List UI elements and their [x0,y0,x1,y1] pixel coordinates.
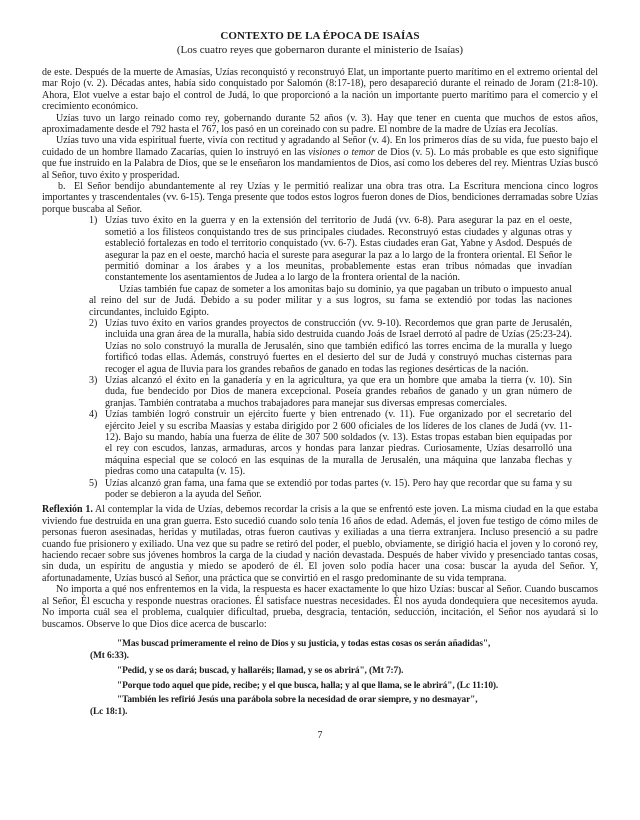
page-title: CONTEXTO DE LA ÉPOCA DE ISAÍAS [220,30,420,42]
text-segment: Al contemplar la vida de Uzías, debemos recordar la crisis a la que se enfrentó este joven. La misma ciudad en la que estaba viviendo fue destruida en una gran guerra. Esto sucedió cuando solo tenía 16 años de edad. Además, el joven fue testigo de cómo miles de personas fueron asesinadas, heridas y mutiladas, otras fueron cautivas y exiliadas a una tierra extranjera. Incluso presenció a su padre cuando fue prisionero y exiliado. Una vez que su padre se retiró del poder, el pueblo, obviamente, se dirigió hacia el joven y lo coronó rey, haciendo recaer sobre sus jóvenes hombros la carga de la ciudad y nación devastada. Después de haber vivido y presenciado tantas cosas, sin duda, un espíritu de angustia y miedo se apoderó de él. El joven solo podía hacer una cosa: buscar la ayuda del Señor. Y, afortunadamente, Uzías buscó al Señor, una práctica que se convirtió en el rasgo predominante de su vida temprana. [42,504,599,584]
quote-line: "Mas buscad primeramente el reino de Dios y su justicia, y todas estas cosas os serán añadidas", [117,638,491,649]
page-subtitle: (Los cuatro reyes que gobernaron durante el ministerio de Isaías) [176,44,464,56]
quote-line: "Pedid, y se os dará; buscad, y hallaréis; llamad, y se os abrirá", (Mt 7:7). [117,665,404,676]
text-segment: visiones o temor [308,146,375,158]
scripture-quote [90,665,598,677]
text-segment: Reflexión 1. [42,504,93,516]
text-segment: Uzías tuvo un largo reinado como rey, gobernando durante 52 años (v. 3). Hay que tener en cuenta que muchos de estos años, aproximadamente desde el 792 hasta el 767, los pasó en un coreinado con su padre. El nombre de la madre de Uzías era Jecolías. [42,112,598,136]
text-segment: de Dios (v. 5). Lo más probable es que esto signifique que fue instruido en la Palabra de Dios, que se le enseñaron los mandamientos de Dios, así como los deberes del rey. Mientras Uzías buscó al Señor, tuvo éxito y prosperidad. [42,146,599,181]
text-segment: Uzías tuvo éxito en varios grandes proyectos de construcción (vv. 9-10). Recordemos que gran parte de Jerusalén, incluida una gran área de la muralla, había sido destruida cuando Joás de Israel derrotó al padre de Uzías (25:23-24). Uzías no solo construyó la muralla de Jerusalén, sino que también edificó las torres encima de la muralla y luego fortificó todas ellas. Además, construyó fuertes en el desierto del sur de Judá y construyó muchas cisternas para recoger el agua de lluvia para los grandes rebaños de ganado en todas las regiones desérticas de la nación. [105,317,572,375]
ordered-list-item [89,318,572,375]
text-segment: El Señor bendijo abundantemente al rey Uzías y le permitió realizar una obra tras otra. La Escritura menciona cinco logros importantes y trascendentales (vv. 6-15). Tenga presente que todos estos logros fueron dones de Dios, bendiciones derramadas sobre Uzías porque buscaba al Señor. [42,181,598,215]
text-segment: Uzías alcanzó el éxito en la ganadería y en la agricultura, ya que era un hombre que amaba la tierra (v. 10). Sin duda, fue bendecido por Dios de manera excepcional. Poseía grandes rebaños de ganado y un gran número de granjas. También contrataba a muchos trabajadores para manejar sus diversas empresas comerciales. [105,374,572,409]
scripture-quote [90,694,598,718]
quote-line: (Mt 6:33). [90,651,129,662]
ordered-list-item [89,215,572,283]
list-item-marker: 4) [89,409,98,421]
quote-line: "Porque todo aquel que pide, recibe; y el que busca, halla; y al que llama, se le abrirá", (Lc 11:10). [117,680,499,691]
scripture-quote [90,680,598,692]
text-segment: Uzías tuvo una vida espiritual fuerte, vivía con rectitud y agradando al Señor (v. 4). En los primeros días de su vida, fue puesto bajo el cuidado de un hombre llamado Zacarías, quien lo instruyó en las [42,135,598,158]
text-segment: Uzías alcanzó gran fama, una fama que se extendió por todas partes (v. 15). Pero hay que recordar que su fama y su poder se debieron a la ayuda del Señor. [105,477,572,501]
list-item-marker: 5) [89,477,98,489]
ordered-list-item [89,375,572,409]
body-paragraph [42,67,598,113]
text-segment: Uzías también logró construir un ejército fuerte y bien entrenado (v. 11). Fue organizado por el secretario del ejército Jeiel y su escriba Maasías y estaba dirigido por 2 600 oficiales de los líderes de los clanes de Judá (vv. 11-12). Bajo su mando, había una fuerza de élite de 307 500 soldados (v. 13). Estas tropas estaban bien equipadas por el rey con escudos, lanzas, armaduras, arcos y hondas para lanzar piedras. Curiosamente, Uzías desarrolló una máquina especial que se colocó en las esquinas de la muralla de Jerusalén, una máquina que lanzaba flechas y piedras como una catapulta (v. 15). [105,409,572,478]
list-item-marker: 1) [89,215,98,227]
scripture-quotes-block [90,638,598,719]
text-segment: Uzías tuvo éxito en la guerra y en la extensión del territorio de Judá (vv. 6-8). Para asegurar la paz en el oeste, sometió a los filisteos conquistando tres de sus principales ciudades. Reconstruyó estas ciudades y algunas otras y estableció fortalezas en todo el territorio conquistado (vv. 6-7). Estas ciudades eran Gat, Yabne y Asdod. Después de asegurar la paz en el oeste, marchó hacia el sureste para asegurar la paz a lo largo de la frontera oriental. El Señor le permitió dominar a los árabes y a los meunitas, probablemente estas eran tribus nómadas que invadían constantemente los asentamientos de Judea a lo largo de la frontera oriental de la nación. [105,215,572,284]
reflection-paragraph [42,504,598,584]
body-paragraph [42,113,598,136]
paragraph-marker: b. [58,181,66,193]
text-segment: de este. Después de la muerte de Amasías, Uzías reconquistó y reconstruyó Elat, un importante puerto marítimo en el extremo oriental del mar Rojo (v. 2). Décadas antes, había sido conquistado por Salomón (8:17-18), pero desapareció durante el reinado de Joram (21:8-10). Ahora, Elot vuelve a estar bajo el control de Judá, lo que proporcionó a la nación un importante puerto marítimo para el comercio y el crecimiento económico. [42,67,598,113]
ordered-list-item [89,478,572,501]
quote-line: "También les refirió Jesús una parábola sobre la necesidad de orar siempre, y no desmayar", [117,695,478,706]
list-subparagraph [89,284,572,318]
text-segment: Uzías también fue capaz de someter a los amonitas bajo su dominio, ya que pagaban un tributo o impuesto anual al reino del sur de Judá. Debido a su poder militar y a sus logros, su fama se extendió por todas las naciones circundantes, incluido Egipto. [89,283,572,318]
page-number: 7 [317,729,323,741]
text-segment: No importa a qué nos enfrentemos en la vida, la respuesta es hacer exactamente lo que hizo Uzías: buscar al Señor. Cuando buscamos al Señor, Él escucha y responde nuestras oraciones. Él satisface nuestras necesidades. Él nos ayuda dondequiera que necesitemos ayuda. No importa cuál sea el problema, cualquier dificultad, prueba, desgracia, tentación, seducción, incitación, el Señor nos ayudará si lo buscamos. Observe lo que Dios dice acerca de buscarlo: [42,584,598,630]
list-item-marker: 2) [89,317,98,329]
quote-line: (Lc 18:1). [90,707,128,718]
lettered-paragraph [42,181,598,215]
document-body [42,67,598,630]
scripture-quote [90,638,598,662]
body-paragraph [42,584,598,630]
document-header [42,30,598,56]
body-paragraph [42,135,598,181]
list-item-marker: 3) [89,374,98,386]
achievements-list [89,215,572,500]
ordered-list-item [89,409,572,477]
